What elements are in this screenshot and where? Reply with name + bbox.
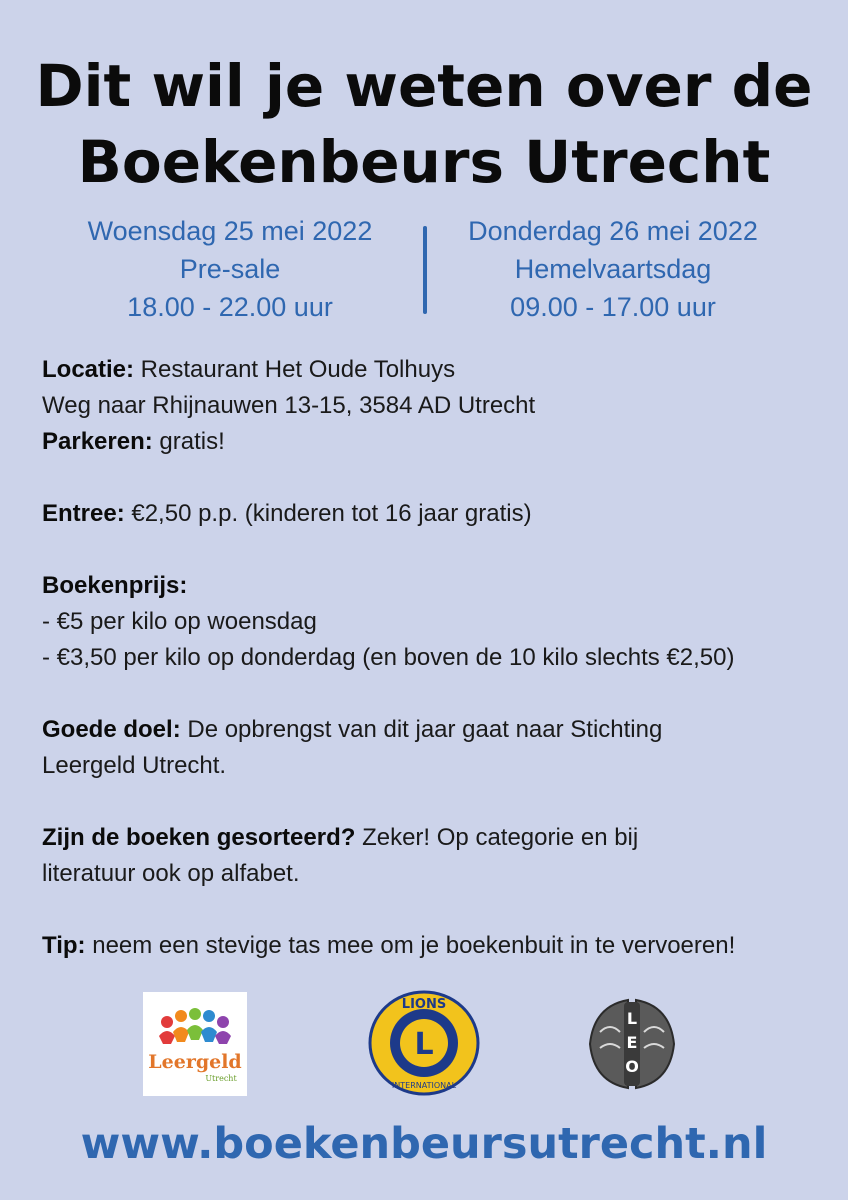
location-block — [42, 352, 822, 460]
website-link[interactable]: www.boekenbeursutrecht.nl — [80, 1119, 768, 1169]
leo-logo — [580, 992, 684, 1096]
day-date: Donderdag 26 mei 2022 — [468, 216, 758, 246]
leo-logo-graphic — [580, 992, 684, 1096]
entry-line — [42, 496, 822, 532]
svg-text:E: E — [626, 1033, 638, 1052]
sorted-line — [42, 820, 822, 856]
tip-block — [42, 928, 822, 964]
sorted-label: Zijn de boeken gesorteerd? — [42, 824, 356, 851]
lions-logo — [368, 990, 480, 1096]
tip-label: Tip: — [42, 932, 86, 959]
tip-line — [42, 928, 822, 964]
date-divider — [423, 226, 427, 314]
day-wednesday — [60, 212, 400, 326]
parking-line — [42, 424, 822, 460]
price-label: Boekenprijs: — [42, 572, 188, 599]
sorted-value-2: literatuur ook op alfabet. — [42, 860, 300, 887]
entry-label: Entree: — [42, 500, 125, 527]
leergeld-logo-graphic — [143, 992, 247, 1096]
page-title — [0, 48, 848, 200]
entry-block — [42, 496, 822, 532]
svg-text:LIONS: LIONS — [401, 997, 447, 1012]
parking-label: Parkeren: — [42, 428, 153, 455]
day-date: Woensdag 25 mei 2022 — [87, 216, 373, 246]
sponsor-logos — [0, 990, 848, 1100]
day-time: 18.00 - 22.00 uur — [127, 292, 333, 322]
event-dates — [0, 212, 848, 328]
charity-line — [42, 712, 822, 748]
parking-value: gratis! — [152, 428, 225, 455]
price-label-line — [42, 568, 822, 604]
charity-value-2: Leergeld Utrecht. — [42, 752, 227, 779]
svg-text:INTERNATIONAL: INTERNATIONAL — [391, 1081, 457, 1090]
lions-logo-graphic — [368, 990, 480, 1096]
day-label: Pre-sale — [179, 254, 281, 284]
charity-block — [42, 712, 822, 784]
title-line-1: Dit wil je weten over de — [35, 52, 813, 120]
location-line — [42, 352, 822, 388]
charity-label: Goede doel: — [42, 716, 181, 743]
day-label: Hemelvaartsdag — [514, 254, 712, 284]
price-line-1: - €5 per kilo op woensdag — [42, 608, 317, 635]
sorted-value: Zeker! Op categorie en bij — [355, 824, 639, 851]
leergeld-sub: Utrecht — [205, 1074, 237, 1083]
tip-value: neem een stevige tas mee om je boekenbuit in te vervoeren! — [85, 932, 736, 959]
price-line-2: - €3,50 per kilo op donderdag (en boven de 10 kilo slechts €2,50) — [42, 644, 735, 671]
leergeld-logo — [143, 992, 247, 1096]
title-line-2: Boekenbeurs Utrecht — [77, 128, 771, 196]
location-address: Weg naar Rhijnauwen 13-15, 3584 AD Utrecht — [42, 392, 536, 419]
entry-value: €2,50 p.p. (kinderen tot 16 jaar gratis) — [124, 500, 532, 527]
info-section — [42, 352, 822, 1000]
location-label: Locatie: — [42, 356, 135, 383]
charity-value: De opbrengst van dit jaar gaat naar Stichting — [180, 716, 663, 743]
price-block — [42, 568, 822, 676]
location-name: Restaurant Het Oude Tolhuys — [134, 356, 456, 383]
svg-text:L: L — [626, 1009, 638, 1028]
svg-text:O: O — [625, 1057, 639, 1076]
sorted-block — [42, 820, 822, 892]
svg-text:L: L — [414, 1027, 434, 1062]
day-thursday — [443, 212, 783, 326]
leergeld-wordmark: Leergeld — [148, 1051, 242, 1073]
day-time: 09.00 - 17.00 uur — [510, 292, 716, 322]
